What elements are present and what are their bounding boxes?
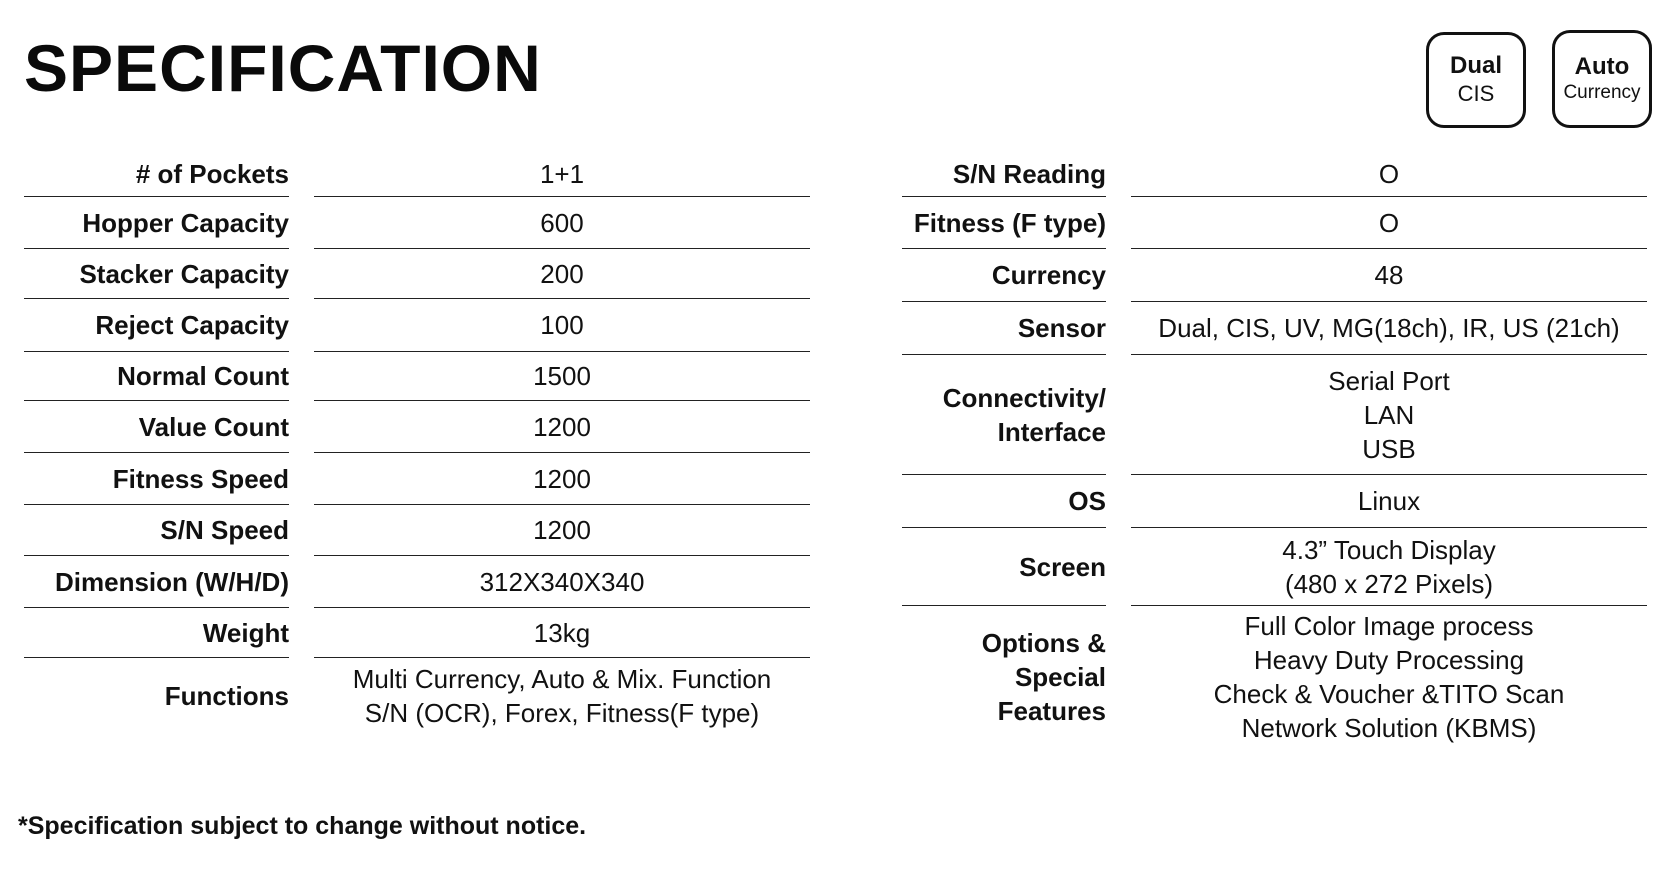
spec-value: 600	[314, 197, 810, 249]
footnote: *Specification subject to change without notice.	[18, 812, 587, 840]
column-gap	[289, 556, 314, 608]
spec-label: Connectivity/ Interface	[902, 355, 1106, 475]
spec-label: Functions	[164, 681, 289, 711]
spec-value: Full Color Image process Heavy Duty Processing Check & Voucher &TITO Scan Network Solution (KBMS)	[1213, 611, 1565, 743]
column-gap	[1106, 302, 1131, 355]
badge-sub-label: CIS	[1457, 81, 1495, 107]
spec-label: Fitness (F type)	[902, 197, 1106, 249]
spec-value: Linux	[1131, 475, 1647, 528]
right-spec-table	[902, 152, 1647, 748]
column-gap	[1106, 355, 1131, 475]
column-gap	[289, 299, 314, 352]
spec-value: Serial Port LAN USB	[1131, 355, 1647, 475]
column-gap	[289, 249, 314, 299]
spec-value: 1200	[314, 505, 810, 556]
spec-label: Fitness Speed	[24, 453, 289, 505]
column-gap	[289, 608, 314, 658]
auto-currency-badge	[1552, 30, 1652, 128]
spec-label: Sensor	[902, 302, 1106, 355]
column-gap	[1106, 528, 1131, 606]
column-gap	[289, 658, 314, 734]
spec-value: O	[1131, 197, 1647, 249]
spec-label: Options & Special Features	[981, 628, 1106, 726]
badge-sub-label: Currency	[1563, 82, 1641, 103]
spec-value: Dual, CIS, UV, MG(18ch), IR, US (21ch)	[1131, 302, 1647, 355]
column-gap	[289, 352, 314, 401]
spec-value: 13kg	[314, 608, 810, 658]
spec-label: OS	[902, 475, 1106, 528]
spec-label: Weight	[24, 608, 289, 658]
spec-label: S/N Reading	[902, 152, 1106, 197]
spec-label: Screen	[902, 528, 1106, 606]
spec-label: Hopper Capacity	[24, 197, 289, 249]
column-gap	[289, 401, 314, 453]
spec-label: # of Pockets	[24, 152, 289, 197]
column-gap	[1106, 249, 1131, 302]
spec-label: S/N Speed	[24, 505, 289, 556]
column-gap	[289, 505, 314, 556]
column-gap	[289, 197, 314, 249]
spec-label: Reject Capacity	[24, 299, 289, 352]
spec-value: 1200	[314, 453, 810, 505]
column-gap	[1106, 606, 1131, 748]
badge-main-label: Dual	[1449, 52, 1502, 80]
spec-value: Multi Currency, Auto & Mix. Function S/N (OCR), Forex, Fitness(F type)	[352, 664, 772, 728]
column-gap	[289, 453, 314, 505]
column-gap	[1106, 197, 1131, 249]
spec-value: O	[1131, 152, 1647, 197]
spec-value: 100	[314, 299, 810, 352]
spec-label: Stacker Capacity	[24, 249, 289, 299]
spec-label: Normal Count	[24, 352, 289, 401]
dual-cis-badge	[1426, 32, 1526, 128]
column-gap	[289, 152, 314, 197]
spec-value: 200	[314, 249, 810, 299]
page-title: SPECIFICATION	[24, 31, 542, 105]
spec-value: 1500	[314, 352, 810, 401]
spec-value: 1+1	[314, 152, 810, 197]
badge-main-label: Auto	[1574, 53, 1630, 81]
spec-value: 1200	[314, 401, 810, 453]
column-gap	[1106, 152, 1131, 197]
spec-value: 312X340X340	[314, 556, 810, 608]
column-gap	[1106, 475, 1131, 528]
spec-value: 4.3” Touch Display (480 x 272 Pixels)	[1131, 528, 1647, 606]
spec-label: Dimension (W/H/D)	[24, 556, 289, 608]
spec-value: 48	[1131, 249, 1647, 302]
spec-label: Value Count	[24, 401, 289, 453]
spec-label: Currency	[902, 249, 1106, 302]
left-spec-table	[24, 152, 810, 734]
